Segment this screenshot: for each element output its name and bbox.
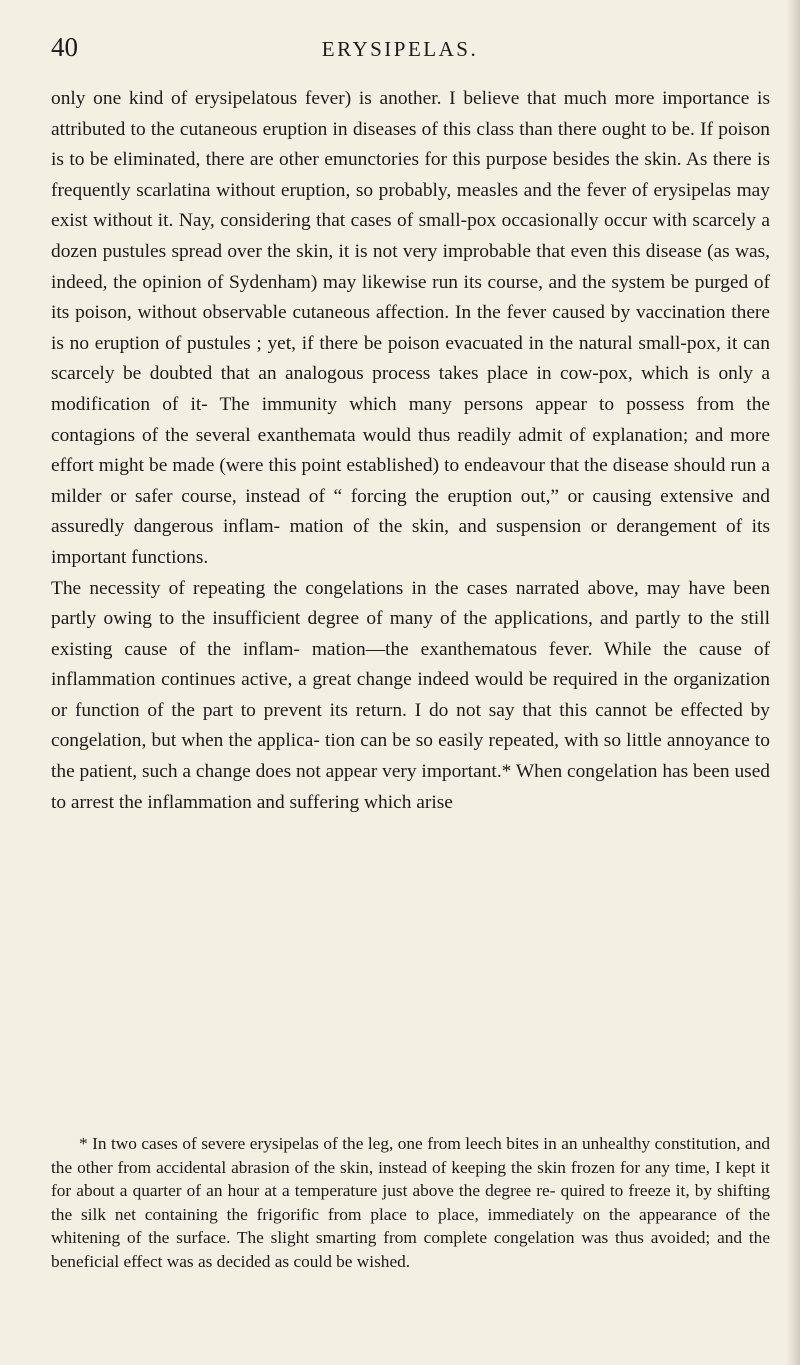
footnote [51, 1132, 770, 1274]
page-number: 40 [51, 32, 78, 62]
footnote-text: * In two cases of severe erysipelas of the leg, one from leech bites in an unhealthy constitution, and the other from accidental abrasion of the skin, instead of keeping the skin frozen for any time, I kept it for about a quarter of an hour at a temperature just above the degree re- quired to freeze it, by shifting the silk net containing the frigorific from place to place, immediately on the appearance of the whitening of the surface. The slight smarting from complete congelation was thus avoided; and the beneficial effect was as decided as could be wished. [51, 1134, 770, 1271]
running-title: ERYSIPELAS. [321, 37, 479, 61]
paragraph: only one kind of erysipelatous fever) is another. I believe that much more importance is attributed to the cutaneous eruption in diseases of this class than there ought to be. If poison is to be eliminated, there are other emunctories for this purpose besides the skin. As there is frequently scarlatina without eruption, so probably, measles and the fever of erysipelas may exist without it. Nay, considering that cases of small-pox occasionally occur with scarcely a dozen pustules spread over the skin, it is not very improbable that even this disease (as was, indeed, the opinion of Sydenham) may likewise run its course, and the system be purged of its poison, without observable cutaneous affection. In the fever caused by vaccination there is no eruption of pustules ; yet, if there be poison evacuated in the natural small-pox, it can scarcely be doubted that an analogous process takes place in cow-pox, which is only a modification of it- The immunity which many persons appear to possess from the contagions of the several exanthemata would thus readily admit of explanation; and more effort might be made (were this point established) to endeavour that the disease should run a milder or safer course, instead of “ forcing the eruption out,” or causing extensive and assuredly dangerous inflam- mation of the skin, and suspension or derangement of its important functions. [51, 88, 770, 568]
body-text [51, 84, 770, 818]
page-header [0, 30, 800, 70]
page-edge-shadow [786, 0, 800, 1365]
paragraph: The necessity of repeating the congelations in the cases narrated above, may have been partly owing to the insufficient degree of many of the applications, and partly to the still existing cause of the inflam- mation—the exanthematous fever. While the cause of inflammation continues active, a great change indeed would be required in the organization or function of the part to prevent its return. I do not say that this cannot be effected by congelation, but when the applica- tion can be so easily repeated, with so little annoyance to the patient, such a change does not appear very important.* When congelation has been used to arrest the inflammation and suffering which arise [51, 577, 771, 813]
